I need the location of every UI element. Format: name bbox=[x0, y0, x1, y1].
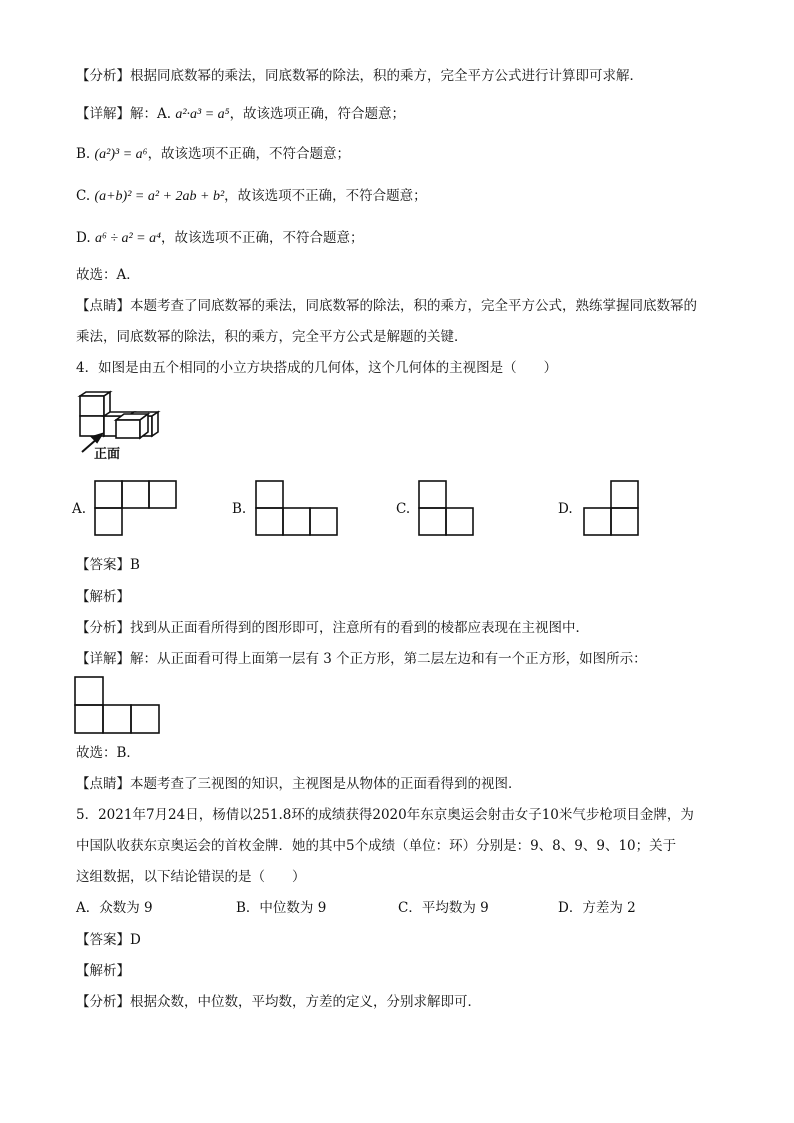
q3-comment-line2: 乘法，同底数幂的除法，积的乘方，完全平方公式是解题的关键． bbox=[76, 329, 468, 345]
q3-d-prefix: D. bbox=[76, 230, 91, 246]
q3-d-text: ，故该选项不正确，不符合题意； bbox=[161, 230, 364, 246]
q5-answer: 【答案】D bbox=[76, 932, 141, 948]
q5-option-b[interactable]: B．中位数为 9 bbox=[236, 900, 327, 916]
q4-option-b-shape[interactable] bbox=[255, 480, 339, 538]
q3-detail-a-math: a²·a³ = a⁵ bbox=[175, 107, 230, 122]
q4-option-d-shape[interactable] bbox=[583, 480, 643, 538]
q4-option-b-label[interactable]: B. bbox=[232, 501, 247, 517]
q5-question-line2: 中国队收获东京奥运会的首枚金牌．她的其中5个成绩（单位：环）分别是：9、8、9、9、10；关于 bbox=[76, 838, 677, 854]
q5-option-a[interactable]: A．众数为 9 bbox=[76, 900, 153, 916]
q4-answer: 【答案】B bbox=[76, 557, 140, 573]
q4-cube-figure bbox=[76, 392, 166, 462]
q3-b-text: ，故该选项不正确，不符合题意； bbox=[147, 146, 351, 162]
q3-choose: 故选：A． bbox=[76, 267, 140, 283]
q3-d-math: a⁶ ÷ a² = a⁴ bbox=[94, 231, 161, 246]
q4-option-c-shape[interactable] bbox=[418, 480, 478, 538]
q5-analysis: 【分析】根据众数，中位数，平均数，方差的定义，分别求解即可． bbox=[76, 994, 481, 1010]
q3-detail-prefix: 【详解】解：A. bbox=[76, 106, 172, 122]
q3-analysis: 【分析】根据同底数幂的乘法，同底数幂的除法，积的乘方，完全平方公式进行计算即可求解． bbox=[76, 68, 643, 84]
q3-option-c bbox=[76, 186, 427, 207]
q4-explain: 【解析】 bbox=[76, 589, 130, 605]
q5-question-line1: 5．2021年7月24日，杨倩以251.8环的成绩获得2020年东京奥运会射击女子10米气步枪项目金牌，为 bbox=[76, 807, 694, 823]
q5-option-c[interactable]: C．平均数为 9 bbox=[398, 900, 489, 916]
q4-choose: 故选：B． bbox=[76, 745, 140, 761]
q3-comment-line1: 【点睛】本题考查了同底数幂的乘法，同底数幂的除法，积的乘方，完全平方公式，熟练掌握同底数幂的 bbox=[76, 298, 697, 314]
q5-option-d[interactable]: D．方差为 2 bbox=[558, 900, 636, 916]
q3-c-prefix: C. bbox=[76, 188, 91, 204]
q3-b-math: (a²)³ = a⁶ bbox=[94, 147, 148, 162]
q4-answer-shape bbox=[74, 676, 164, 738]
q3-c-math: (a+b)² = a² + 2ab + b² bbox=[94, 189, 225, 204]
q5-question-line3: 这组数据，以下结论错误的是（ ） bbox=[76, 869, 306, 885]
q4-option-d-label[interactable]: D. bbox=[558, 501, 573, 517]
q4-comment: 【点睛】本题考查了三视图的知识，主视图是从物体的正面看得到的视图． bbox=[76, 776, 522, 792]
q4-analysis: 【分析】找到从正面看所得到的图形即可，注意所有的看到的棱都应表现在主视图中． bbox=[76, 620, 589, 636]
q4-option-a-shape[interactable] bbox=[94, 480, 178, 538]
q3-b-prefix: B. bbox=[76, 146, 91, 162]
q3-detail-a-text: ，故该选项正确，符合题意； bbox=[229, 106, 406, 122]
q4-option-a-label[interactable]: A. bbox=[72, 501, 87, 517]
q3-c-text: ，故该选项不正确，不符合题意； bbox=[224, 188, 427, 204]
q4-front-label: 正面 bbox=[94, 447, 121, 462]
q4-question: 4．如图是由五个相同的小立方块搭成的几何体，这个几何体的主视图是（ ） bbox=[76, 360, 558, 376]
q3-option-d bbox=[76, 228, 364, 249]
q3-detail-a bbox=[76, 104, 405, 125]
q5-explain: 【解析】 bbox=[76, 963, 130, 979]
q4-detail: 【详解】解：从正面看可得上面第一层有 3 个正方形，第二层左边和有一个正方形，如图所示： bbox=[76, 651, 647, 667]
q4-option-c-label[interactable]: C. bbox=[396, 501, 411, 517]
q3-option-b bbox=[76, 144, 350, 165]
